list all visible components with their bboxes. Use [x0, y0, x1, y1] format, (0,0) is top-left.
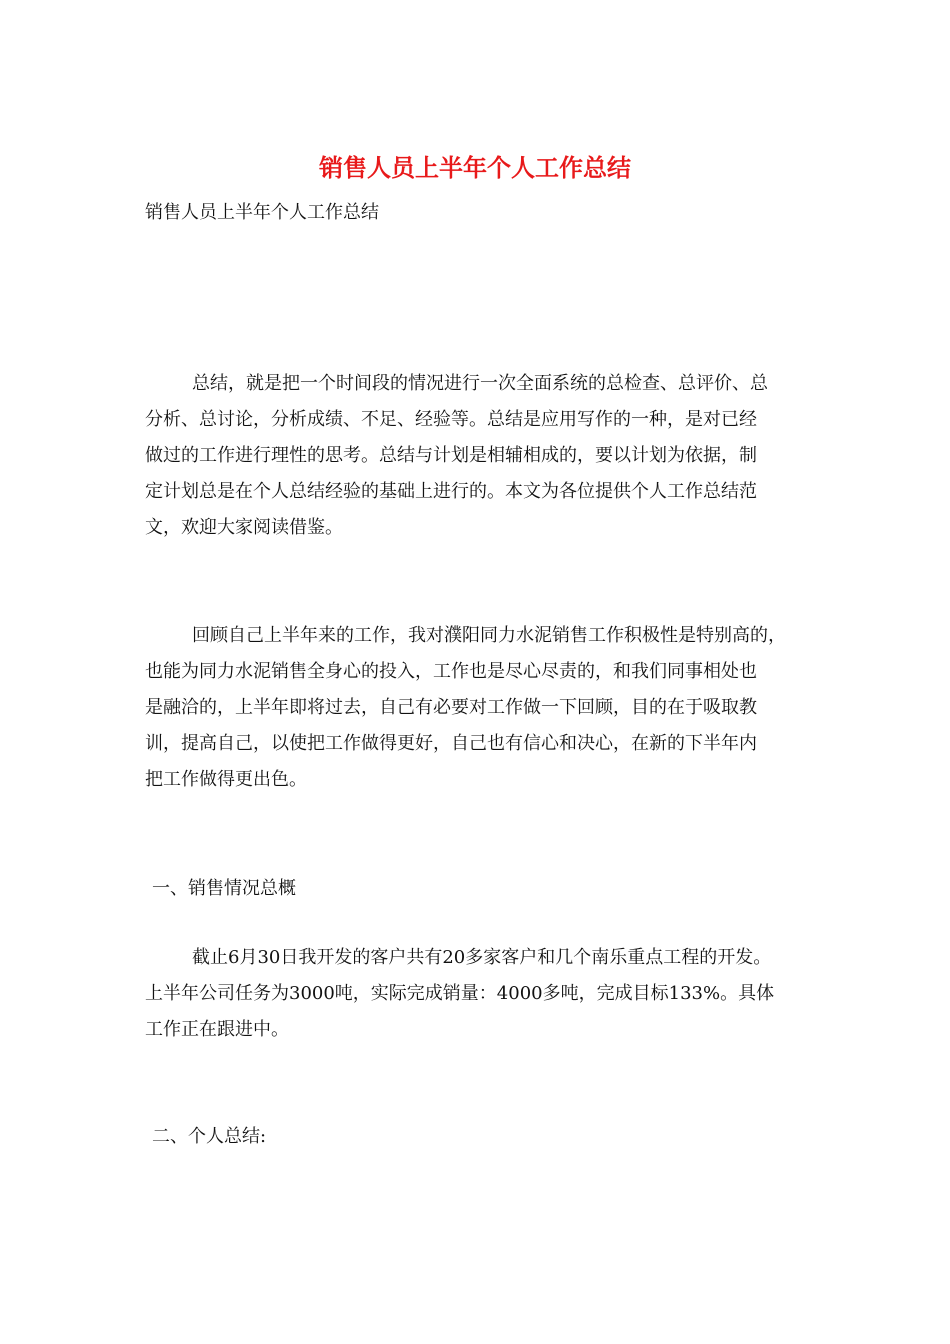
paragraph-line: 也能为同力水泥销售全身心的投入，工作也是尽心尽责的，和我们同事相处也 — [145, 661, 757, 682]
paragraph-line: 把工作做得更出色。 — [145, 769, 307, 790]
paragraph-line: 是融洽的，上半年即将过去，自己有必要对工作做一下回顾，目的在于吸取教 — [145, 697, 757, 718]
sales-overview-paragraph — [145, 940, 820, 1048]
section-heading-sales-overview: 一、销售情况总概 — [152, 878, 296, 899]
paragraph-line: 截止6月30日我开发的客户共有20多家客户和几个南乐重点工程的开发。 — [192, 947, 772, 968]
section-heading-personal-summary: 二、个人总结: — [152, 1126, 267, 1147]
document-subtitle: 销售人员上半年个人工作总结 — [145, 202, 379, 223]
intro-paragraph — [145, 366, 820, 546]
review-paragraph — [145, 618, 820, 798]
paragraph-line: 分析、总讨论，分析成绩、不足、经验等。总结是应用写作的一种，是对已经 — [145, 409, 757, 430]
paragraph-line: 上半年公司任务为3000吨，实际完成销量：4000多吨，完成目标133%。具体 — [145, 983, 775, 1004]
paragraph-line: 做过的工作进行理性的思考。总结与计划是相辅相成的，要以计划为依据，制 — [145, 445, 757, 466]
paragraph-line: 定计划总是在个人总结经验的基础上进行的。本文为各位提供个人工作总结范 — [145, 481, 757, 502]
paragraph-line: 文，欢迎大家阅读借鉴。 — [145, 517, 343, 538]
paragraph-line: 工作正在跟进中。 — [145, 1019, 289, 1040]
paragraph-line: 总结，就是把一个时间段的情况进行一次全面系统的总检查、总评价、总 — [192, 373, 768, 394]
document-title: 销售人员上半年个人工作总结 — [319, 153, 631, 182]
paragraph-line: 回顾自己上半年来的工作，我对濮阳同力水泥销售工作积极性是特别高的， — [192, 625, 786, 646]
paragraph-line: 训，提高自己，以使把工作做得更好，自己也有信心和决心，在新的下半年内 — [145, 733, 757, 754]
